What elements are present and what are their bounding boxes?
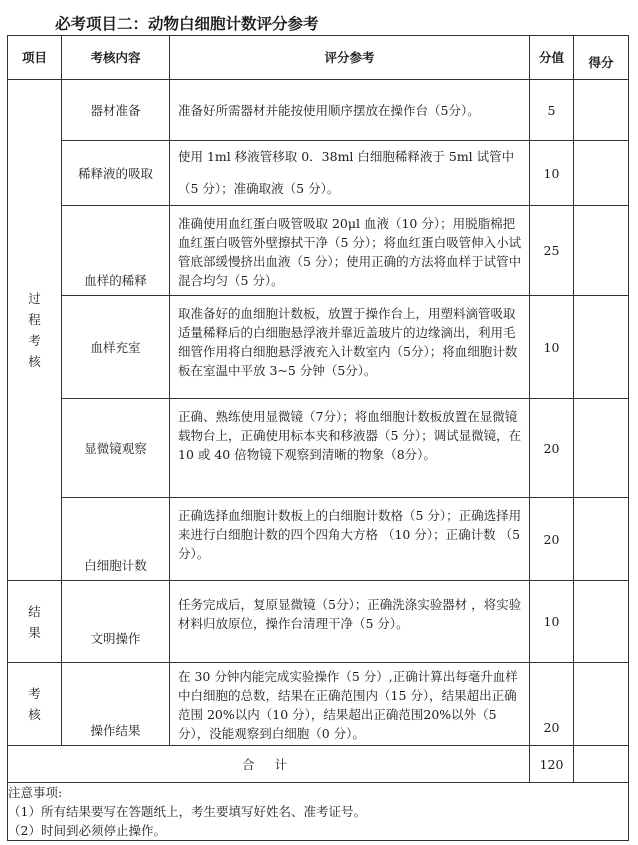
- obtained-score-input[interactable]: [574, 581, 629, 663]
- item-cell: 操作结果: [62, 663, 170, 746]
- note-item: （1）所有结果要写在答题纸上，考生要填写好姓名、准考证号。: [8, 804, 366, 819]
- obtained-score-input[interactable]: [574, 498, 629, 581]
- table-row: [8, 206, 629, 296]
- table-row: [8, 141, 629, 206]
- scoring-table: [7, 35, 629, 841]
- category-result: [8, 581, 62, 663]
- obtained-score-input[interactable]: [574, 296, 629, 399]
- score-cell: 20: [530, 399, 574, 498]
- notes-row: [8, 783, 629, 841]
- obtained-score-input[interactable]: [574, 399, 629, 498]
- item-cell: 血样充室: [62, 296, 170, 399]
- table-row: [8, 80, 629, 141]
- obtained-score-input[interactable]: [574, 141, 629, 206]
- criteria-cell: 准备好所需器材并能按使用顺序摆放在操作台（5分）。: [170, 80, 530, 141]
- item-cell: 器材准备: [62, 80, 170, 141]
- item-cell: 显微镜观察: [62, 399, 170, 498]
- category-assessment-label: 考核: [28, 686, 41, 722]
- total-label: 合 计: [8, 746, 530, 783]
- header-criteria: 评分参考: [170, 36, 530, 80]
- criteria-cell: 正确选择血细胞计数板上的白细胞计数格（5 分）；正确选择用来进行白细胞计数的四个四角大方格 （10 分）；正确计数 （5 分）。: [170, 498, 530, 581]
- category-process: [8, 80, 62, 581]
- score-cell: 10: [530, 581, 574, 663]
- criteria-cell: 取准备好的血细胞计数板，放置于操作台上，用塑料滴管吸取适量稀释后的白细胞悬浮液并靠近盖玻片的边缘滴出，利用毛细管作用将白细胞悬浮液充入计数室内（5分）；将血细胞计数板在室温中平放 3~5 分钟（5分）。: [170, 296, 530, 399]
- category-result-label: 结果: [28, 603, 41, 640]
- criteria-cell: 任务完成后，复原显微镜（5分）；正确洗涤实验器材 ，将实验材料归放原位，操作台清理干净（5 分）。: [170, 581, 530, 663]
- criteria-cell: 准确使用血红蛋白吸管吸取 20μl 血液（10 分）；用脱脂棉把血红蛋白吸管外壁擦拭干净（5 分）；将血红蛋白吸管伸入小试管底部缓慢挤出血液（5 分）；使用正确的方法将血样于试管中混合均匀（5 分）。: [170, 206, 530, 296]
- score-cell: 25: [530, 206, 574, 296]
- total-obtained-input[interactable]: [574, 746, 629, 783]
- table-row: [8, 663, 629, 746]
- obtained-score-input[interactable]: [574, 663, 629, 746]
- score-cell: 20: [530, 498, 574, 581]
- total-row: [8, 746, 629, 783]
- header-obtained: 得分: [574, 36, 629, 80]
- obtained-score-input[interactable]: [574, 80, 629, 141]
- header-item: 考核内容: [62, 36, 170, 80]
- header-category: 项目: [8, 36, 62, 80]
- item-cell: 稀释液的吸取: [62, 141, 170, 206]
- table-row: [8, 399, 629, 498]
- total-score: 120: [530, 746, 574, 783]
- score-cell: 10: [530, 141, 574, 206]
- score-cell: 5: [530, 80, 574, 141]
- table-row: [8, 296, 629, 399]
- table-row: [8, 581, 629, 663]
- page-title: 必考项目二：动物白细胞计数评分参考: [55, 15, 319, 33]
- item-cell: 文明操作: [62, 581, 170, 663]
- note-item: （2）时间到必须停止操作。: [8, 823, 166, 838]
- table-header-row: [8, 36, 629, 80]
- score-cell: 10: [530, 296, 574, 399]
- item-cell: 血样的稀释: [62, 206, 170, 296]
- obtained-score-input[interactable]: [574, 206, 629, 296]
- criteria-cell: 使用 1ml 移液管移取 0．38ml 白细胞稀释液于 5ml 试管中（5 分）；准确取液（5 分）。: [170, 141, 530, 206]
- notes-heading: 注意事项:: [8, 785, 63, 800]
- table-row: [8, 498, 629, 581]
- notes-cell: [8, 783, 629, 841]
- category-assessment: [8, 663, 62, 746]
- score-cell: 20: [530, 663, 574, 746]
- criteria-cell: 正确、熟练使用显微镜（7分）；将血细胞计数板放置在显微镜载物台上，正确使用标本夹和移液器（5 分）；调试显微镜，在 10 或 40 倍物镜下观察到清晰的物象（8分）。: [170, 399, 530, 498]
- item-cell: 白细胞计数: [62, 498, 170, 581]
- category-process-label: 过程考核: [28, 291, 41, 369]
- criteria-cell: 在 30 分钟内能完成实验操作（5 分）,正确计算出每毫升血样中白细胞的总数，结果在正确范围内（15 分），结果超出正确范围 20%以内（10 分），结果超出正确范围20%以外（5 分），没能观察到白细胞（0 分）。: [170, 663, 530, 746]
- header-score: 分值: [530, 36, 574, 80]
